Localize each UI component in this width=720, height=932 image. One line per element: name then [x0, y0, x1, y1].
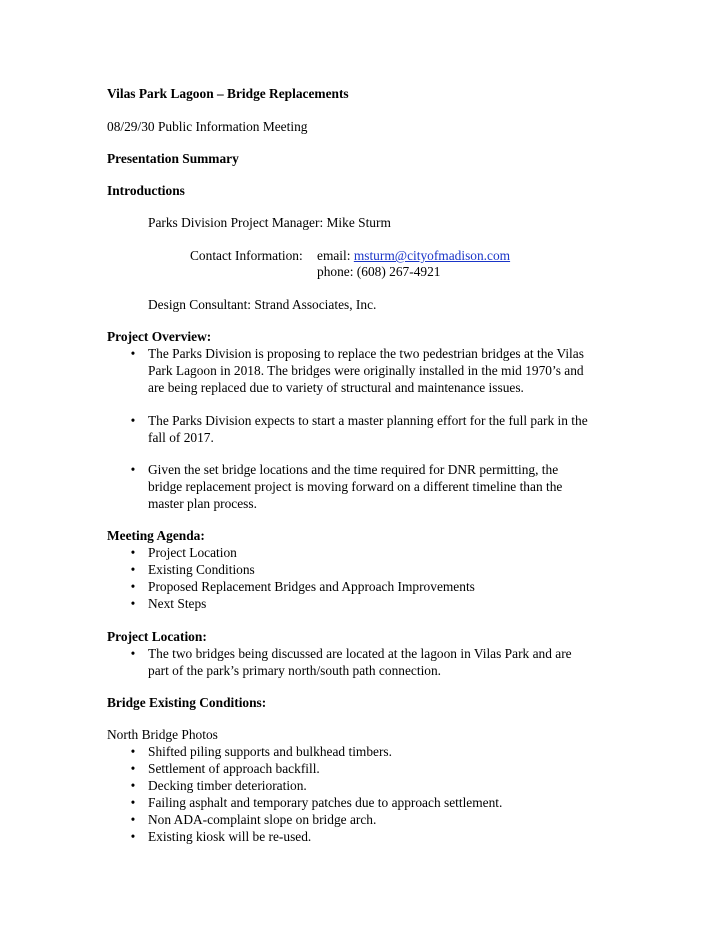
bullet-marker: •: [130, 761, 136, 776]
bullet-marker: •: [130, 829, 136, 844]
document-title: Vilas Park Lagoon – Bridge Replacements: [107, 86, 349, 101]
phone-line: phone: (608) 267-4921: [317, 264, 441, 279]
text-line: The Parks Division is proposing to replace the two pedestrian bridges at the Vilas: [148, 346, 584, 361]
text-line: The Parks Division expects to start a master planning effort for the full park in the: [148, 413, 588, 428]
text-line: are being replaced due to variety of structural and maintenance issues.: [148, 380, 524, 395]
bullet-marker: •: [130, 579, 136, 594]
agenda-heading: Meeting Agenda:: [107, 528, 205, 543]
introductions-heading: Introductions: [107, 183, 185, 198]
bullet-marker: •: [130, 545, 136, 560]
overview-item: [148, 461, 628, 512]
email-line: [317, 247, 510, 264]
email-link[interactable]: msturm@cityofmadison.com: [353, 248, 511, 263]
condition-item: Shifted piling supports and bulkhead timbers.: [148, 744, 392, 759]
location-heading: Project Location:: [107, 629, 207, 644]
agenda-item: Existing Conditions: [148, 562, 255, 577]
condition-item: Decking timber deterioration.: [148, 778, 307, 793]
bullet-marker: •: [130, 346, 136, 361]
agenda-item: Next Steps: [148, 596, 207, 611]
overview-heading: Project Overview:: [107, 329, 212, 344]
condition-item: Failing asphalt and temporary patches due to approach settlement.: [148, 795, 503, 810]
overview-item: [148, 345, 628, 396]
bullet-marker: •: [130, 778, 136, 793]
location-item: [148, 645, 628, 679]
bullet-marker: •: [130, 462, 136, 477]
text-line: Given the set bridge locations and the time required for DNR permitting, the: [148, 462, 559, 477]
condition-item: Settlement of approach backfill.: [148, 761, 320, 776]
conditions-heading: Bridge Existing Conditions:: [107, 695, 267, 710]
text-line: master plan process.: [148, 496, 257, 511]
text-line: bridge replacement project is moving forward on a different timeline than the: [148, 479, 563, 494]
bullet-marker: •: [130, 744, 136, 759]
bullet-marker: •: [130, 812, 136, 827]
condition-item: Existing kiosk will be re-used.: [148, 829, 312, 844]
project-manager-line: Parks Division Project Manager: Mike Sturm: [148, 215, 391, 230]
text-line: fall of 2017.: [148, 430, 214, 445]
bullet-marker: •: [130, 646, 136, 661]
email-label: email:: [317, 248, 351, 263]
agenda-item: Project Location: [148, 545, 237, 560]
north-bridge-subheading: North Bridge Photos: [107, 727, 218, 742]
summary-heading: Presentation Summary: [107, 151, 239, 166]
bullet-marker: •: [130, 596, 136, 611]
text-line: The two bridges being discussed are located at the lagoon in Vilas Park and are: [148, 646, 572, 661]
agenda-item: Proposed Replacement Bridges and Approach Improvements: [148, 579, 475, 594]
meeting-line: 08/29/30 Public Information Meeting: [107, 119, 308, 134]
consultant-line: Design Consultant: Strand Associates, Inc.: [148, 297, 377, 312]
bullet-marker: •: [130, 413, 136, 428]
condition-item: Non ADA-complaint slope on bridge arch.: [148, 812, 377, 827]
text-line: part of the park’s primary north/south path connection.: [148, 663, 442, 678]
bullet-marker: •: [130, 562, 136, 577]
contact-label: Contact Information:: [190, 248, 303, 263]
bullet-marker: •: [130, 795, 136, 810]
overview-item: [148, 412, 628, 446]
text-line: Park Lagoon in 2018. The bridges were originally installed in the mid 1970’s and: [148, 363, 584, 378]
